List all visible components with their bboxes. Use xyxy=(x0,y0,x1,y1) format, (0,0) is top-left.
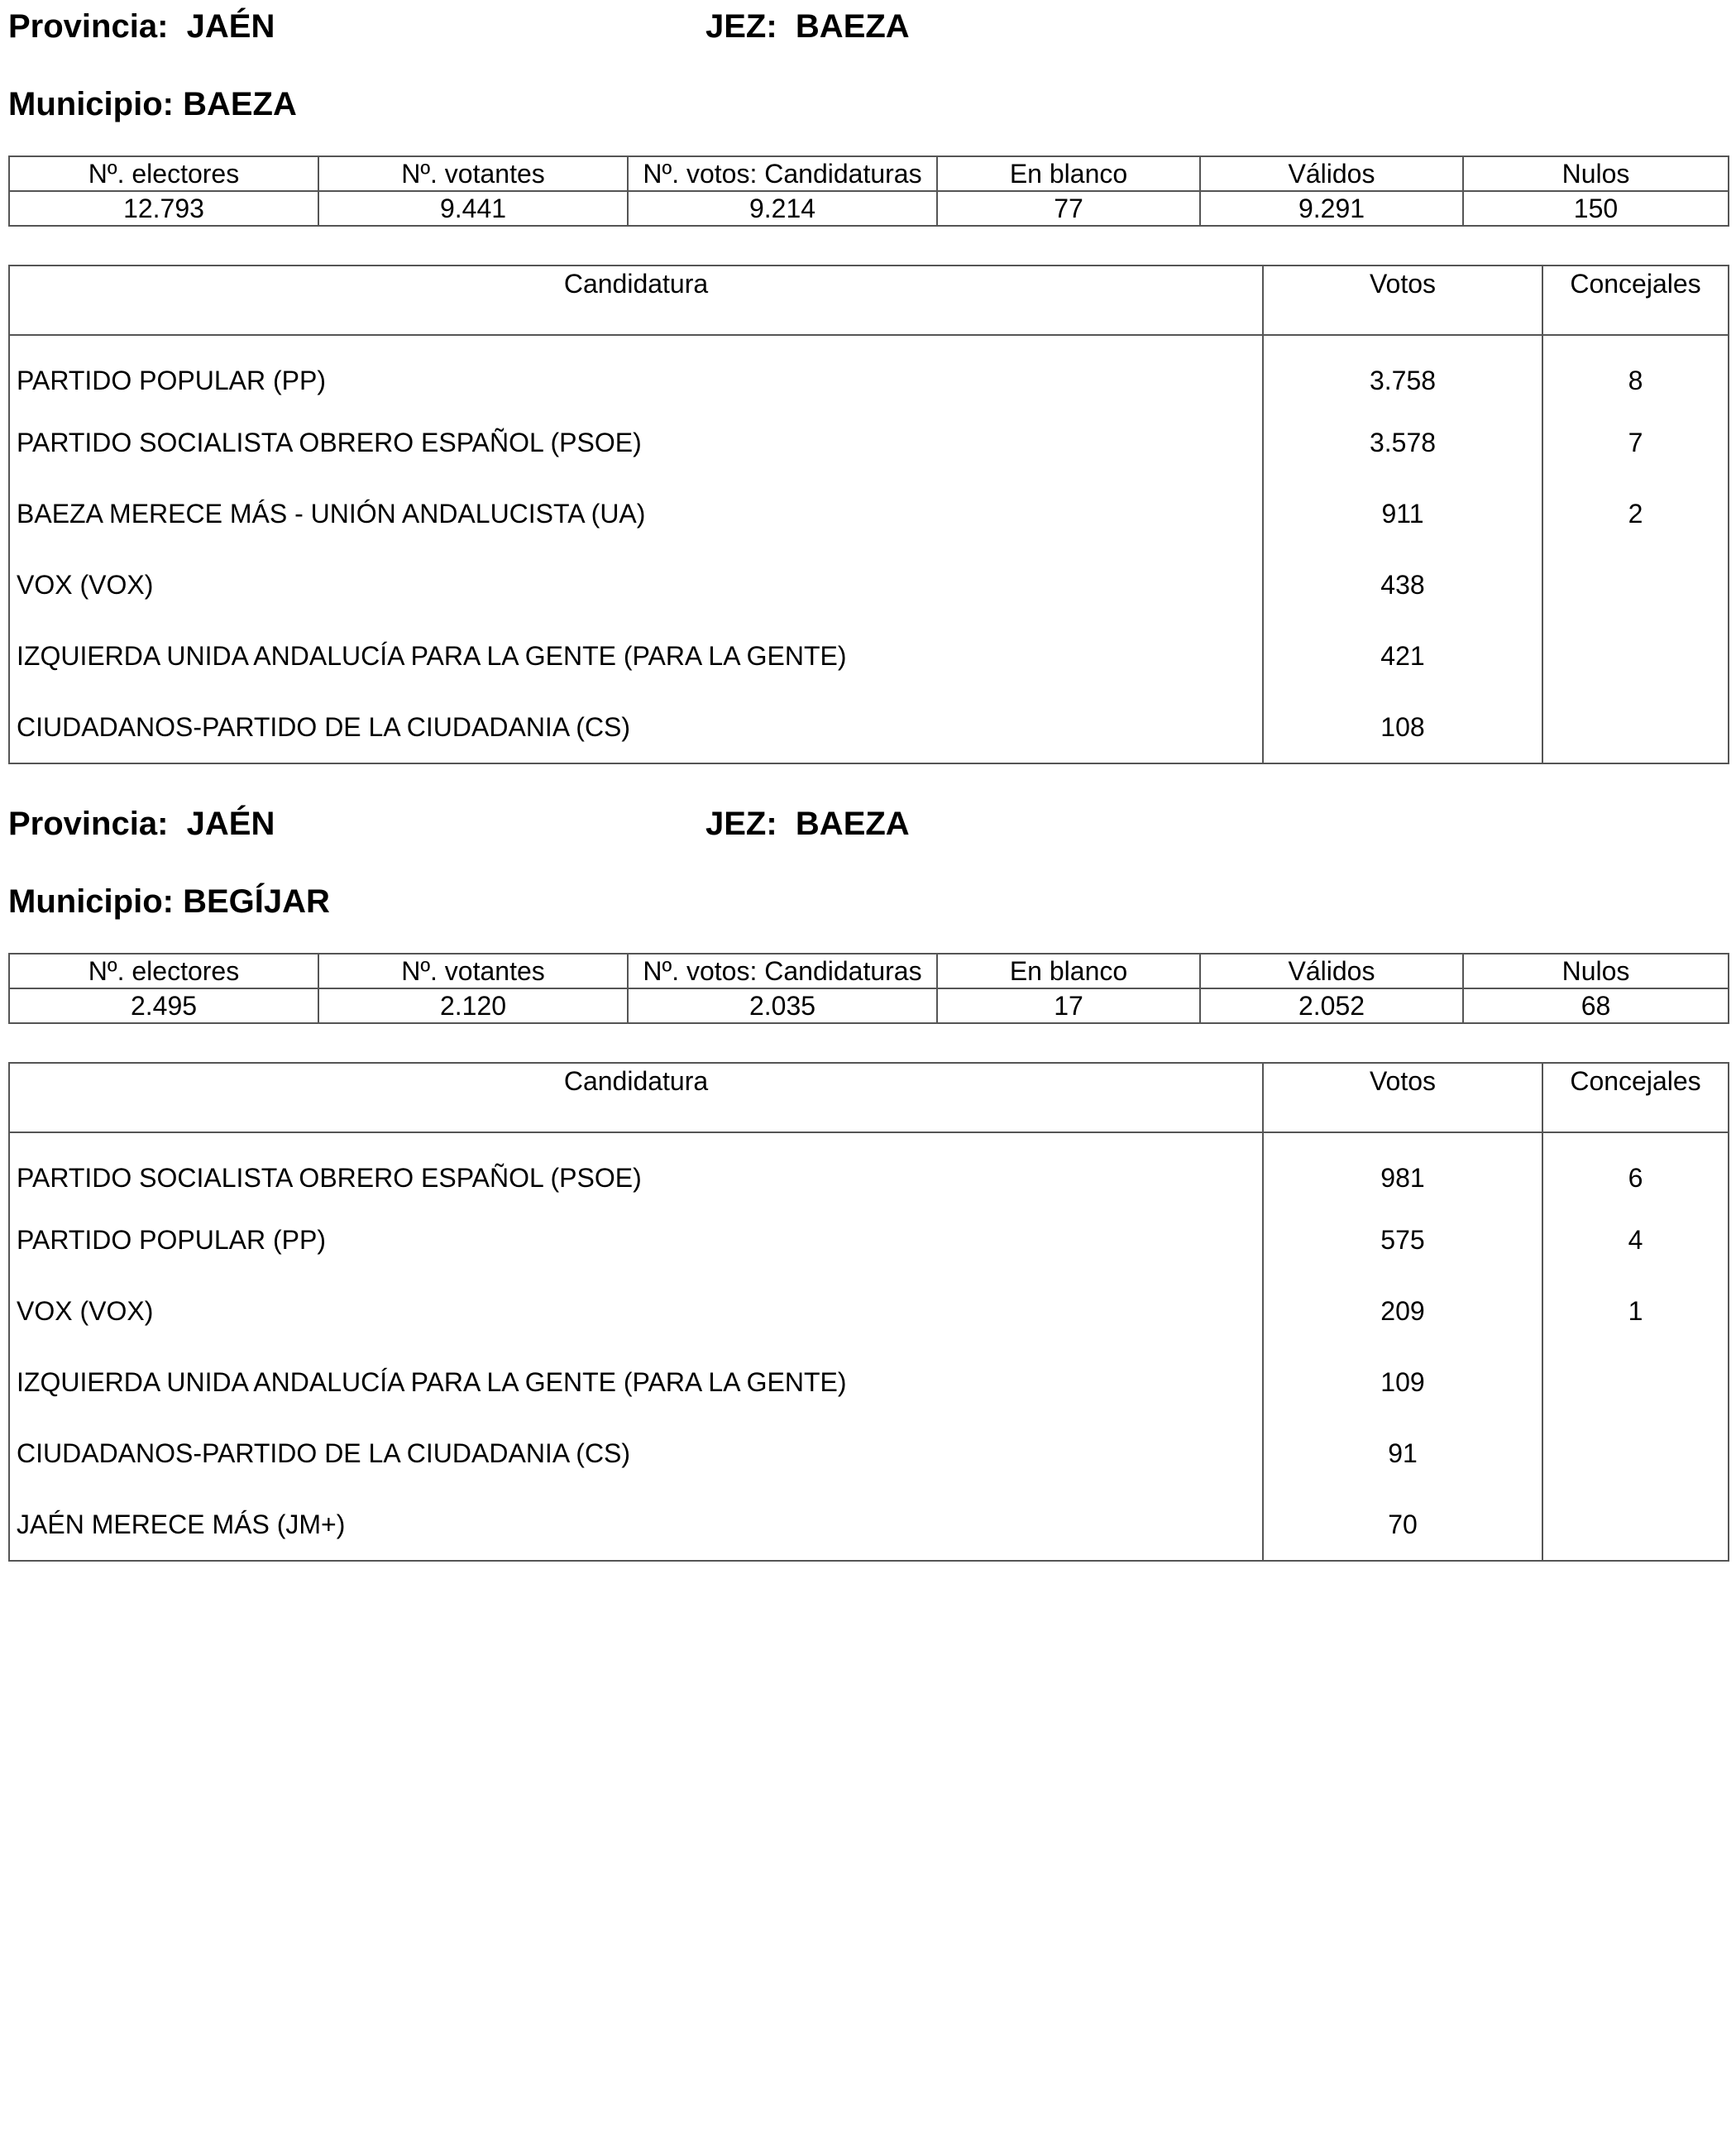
municipio-label: Municipio: xyxy=(8,883,174,920)
candidate-name: PARTIDO POPULAR (PP) xyxy=(9,1204,1263,1275)
header-concejales: Concejales xyxy=(1542,266,1729,335)
candidate-concejales: 1 xyxy=(1542,1275,1729,1347)
table-row xyxy=(9,335,1729,407)
header-candidatura: Candidatura xyxy=(9,266,1263,335)
candidates-header-row xyxy=(9,1063,1729,1132)
table-row xyxy=(9,1275,1729,1347)
candidate-votos: 109 xyxy=(1263,1347,1542,1418)
table-row xyxy=(9,620,1729,691)
candidate-votos: 209 xyxy=(1263,1275,1542,1347)
candidate-name: PARTIDO POPULAR (PP) xyxy=(9,335,1263,407)
header-votos: Votos xyxy=(1263,1063,1542,1132)
value-validos: 9.291 xyxy=(1200,191,1463,226)
header-candidatura: Candidatura xyxy=(9,1063,1263,1132)
summary-value-row xyxy=(9,191,1729,226)
jez-value: BAEZA xyxy=(795,806,910,842)
candidate-votos: 911 xyxy=(1263,478,1542,549)
header-votos-candidaturas: Nº. votos: Candidaturas xyxy=(628,156,937,191)
candidate-votos: 421 xyxy=(1263,620,1542,691)
municipio-label: Municipio: xyxy=(8,86,174,122)
value-votantes: 9.441 xyxy=(318,191,628,226)
candidate-votos: 3.578 xyxy=(1263,407,1542,478)
jez-heading xyxy=(705,804,910,844)
header-validos: Válidos xyxy=(1200,156,1463,191)
candidate-votos: 981 xyxy=(1263,1132,1542,1204)
header-votos-candidaturas: Nº. votos: Candidaturas xyxy=(628,954,937,988)
table-row xyxy=(9,407,1729,478)
candidate-concejales: 4 xyxy=(1542,1204,1729,1275)
candidate-concejales xyxy=(1542,1347,1729,1418)
header-electores: Nº. electores xyxy=(9,156,318,191)
candidate-name: IZQUIERDA UNIDA ANDALUCÍA PARA LA GENTE (PARA LA GENTE) xyxy=(9,1347,1263,1418)
header-votos: Votos xyxy=(1263,266,1542,335)
candidate-concejales xyxy=(1542,1418,1729,1489)
value-votantes: 2.120 xyxy=(318,988,628,1023)
header-en-blanco: En blanco xyxy=(937,156,1200,191)
header-nulos: Nulos xyxy=(1463,156,1729,191)
municipio-heading xyxy=(8,882,330,921)
value-en-blanco: 17 xyxy=(937,988,1200,1023)
value-electores: 2.495 xyxy=(9,988,318,1023)
summary-header-row xyxy=(9,156,1729,191)
candidate-votos: 108 xyxy=(1263,691,1542,763)
value-votos-candidaturas: 9.214 xyxy=(628,191,937,226)
candidate-name: CIUDADANOS-PARTIDO DE LA CIUDADANIA (CS) xyxy=(9,691,1263,763)
table-row xyxy=(9,1132,1729,1204)
candidate-concejales xyxy=(1542,1489,1729,1561)
header-nulos: Nulos xyxy=(1463,954,1729,988)
candidate-name: JAÉN MERECE MÁS (JM+) xyxy=(9,1489,1263,1561)
candidate-concejales xyxy=(1542,691,1729,763)
municipio-value: BEGÍJAR xyxy=(183,883,330,920)
provincia-label: Provincia: xyxy=(8,806,169,842)
summary-table xyxy=(8,953,1729,1024)
jez-label: JEZ: xyxy=(705,806,777,842)
value-en-blanco: 77 xyxy=(937,191,1200,226)
table-row xyxy=(9,1347,1729,1418)
candidate-concejales: 8 xyxy=(1542,335,1729,407)
header-votantes: Nº. votantes xyxy=(318,156,628,191)
summary-table xyxy=(8,155,1729,227)
value-validos: 2.052 xyxy=(1200,988,1463,1023)
municipio-heading xyxy=(8,84,297,124)
candidate-name: CIUDADANOS-PARTIDO DE LA CIUDADANIA (CS) xyxy=(9,1418,1263,1489)
candidate-concejales: 2 xyxy=(1542,478,1729,549)
candidate-votos: 575 xyxy=(1263,1204,1542,1275)
candidate-name: VOX (VOX) xyxy=(9,1275,1263,1347)
municipio-value: BAEZA xyxy=(183,86,297,122)
jez-label: JEZ: xyxy=(705,8,777,45)
candidate-name: BAEZA MERECE MÁS - UNIÓN ANDALUCISTA (UA) xyxy=(9,478,1263,549)
candidate-concejales xyxy=(1542,549,1729,620)
jez-value: BAEZA xyxy=(795,8,910,45)
value-votos-candidaturas: 2.035 xyxy=(628,988,937,1023)
table-row xyxy=(9,549,1729,620)
table-row xyxy=(9,1489,1729,1561)
provincia-heading xyxy=(8,804,275,844)
candidate-concejales: 7 xyxy=(1542,407,1729,478)
header-en-blanco: En blanco xyxy=(937,954,1200,988)
value-nulos: 68 xyxy=(1463,988,1729,1023)
candidate-name: IZQUIERDA UNIDA ANDALUCÍA PARA LA GENTE (PARA LA GENTE) xyxy=(9,620,1263,691)
header-votantes: Nº. votantes xyxy=(318,954,628,988)
header-electores: Nº. electores xyxy=(9,954,318,988)
header-concejales: Concejales xyxy=(1542,1063,1729,1132)
jez-heading xyxy=(705,7,910,46)
candidate-name: PARTIDO SOCIALISTA OBRERO ESPAÑOL (PSOE) xyxy=(9,1132,1263,1204)
table-row xyxy=(9,1418,1729,1489)
provincia-value: JAÉN xyxy=(186,806,275,842)
candidate-votos: 438 xyxy=(1263,549,1542,620)
table-row xyxy=(9,691,1729,763)
table-row xyxy=(9,478,1729,549)
summary-value-row xyxy=(9,988,1729,1023)
provincia-label: Provincia: xyxy=(8,8,169,45)
candidate-votos: 91 xyxy=(1263,1418,1542,1489)
table-row xyxy=(9,1204,1729,1275)
candidates-header-row xyxy=(9,266,1729,335)
candidate-name: VOX (VOX) xyxy=(9,549,1263,620)
candidate-votos: 70 xyxy=(1263,1489,1542,1561)
candidate-votos: 3.758 xyxy=(1263,335,1542,407)
candidates-table xyxy=(8,1062,1729,1562)
value-nulos: 150 xyxy=(1463,191,1729,226)
summary-header-row xyxy=(9,954,1729,988)
candidate-concejales xyxy=(1542,620,1729,691)
header-validos: Válidos xyxy=(1200,954,1463,988)
candidates-table xyxy=(8,265,1729,764)
value-electores: 12.793 xyxy=(9,191,318,226)
provincia-heading xyxy=(8,7,275,46)
candidate-concejales: 6 xyxy=(1542,1132,1729,1204)
candidate-name: PARTIDO SOCIALISTA OBRERO ESPAÑOL (PSOE) xyxy=(9,407,1263,478)
provincia-value: JAÉN xyxy=(186,8,275,45)
